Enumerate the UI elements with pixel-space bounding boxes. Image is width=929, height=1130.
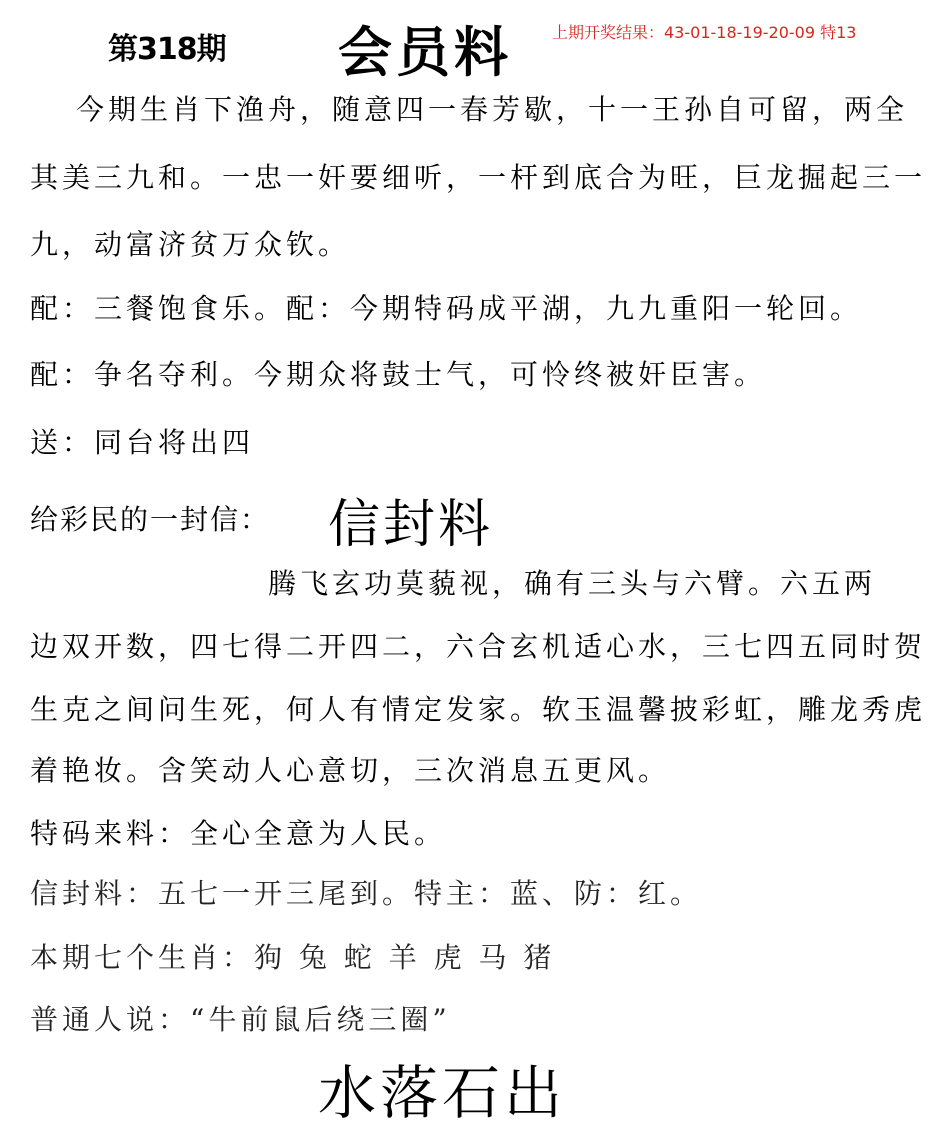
letter-line-2: 边双开数，四七得二开四二，六合玄机适心水，三七四五同时贺 [30,630,927,663]
page-title: 会员料 [338,20,512,84]
poem-line-2: 其美三九和。一忠一奸要细听，一杆到底合为旺，巨龙掘起三一 [30,161,927,194]
letter-line-1: 腾飞玄功莫藐视，确有三头与六臂。六五两 [268,567,877,600]
letter-title: 信封料 [328,495,494,555]
poem-line-3: 九，动富济贫万众钦。 [30,228,351,261]
zodiac-line: 本期七个生肖：狗 兔 蛇 羊 虎 马 猪 [30,941,556,974]
xinfeng-line: 信封料：五七一开三尾到。特主：蓝、防：红。 [30,877,703,910]
letter-line-4: 着艳妆。含笑动人心意切，三次消息五更风。 [30,754,671,787]
last-result: 上期开奖结果：43-01-18-19-20-09 特13 [552,23,857,42]
issue-number: 第318期 [108,32,226,67]
pei-line-2: 配：争名夺利。今期众将鼓士气，可怜终被奸臣害。 [30,358,767,391]
poem-line-1: 今期生肖下渔舟，随意四一春芳歇，十一王孙自可留，两全 [76,93,909,126]
letter-label: 给彩民的一封信： [30,503,271,536]
saying-line: 普通人说：“牛前鼠后绕三圈” [30,1003,451,1036]
letter-line-3: 生克之间问生死，何人有情定发家。软玉温馨披彩虹，雕龙秀虎 [30,693,927,726]
tema-line: 特码来料：全心全意为人民。 [30,817,447,850]
song-line: 送：同台将出四 [30,426,255,459]
pei-line-1: 配：三餐饱食乐。配：今期特码成平湖，九九重阳一轮回。 [30,292,863,325]
footer-title: 水落石出 [318,1059,567,1127]
